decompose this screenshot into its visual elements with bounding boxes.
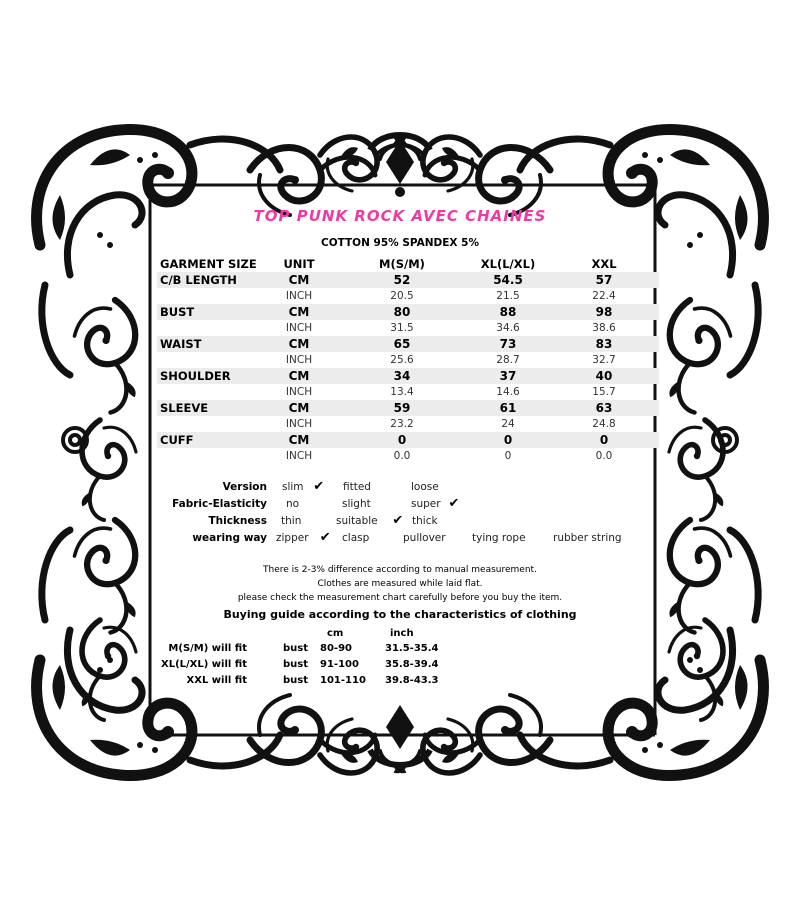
attribute-option: pullover xyxy=(403,532,446,544)
check-icon: ✔ xyxy=(313,479,325,494)
guide-cm-range: 80-90 xyxy=(320,643,352,654)
table-row xyxy=(157,336,659,352)
table-row xyxy=(157,448,659,464)
measurement-label: SLEEVE xyxy=(160,401,209,415)
header-size-xxl: XXL xyxy=(591,257,617,271)
guide-part: bust xyxy=(283,643,309,654)
value-cell: 34 xyxy=(393,369,411,383)
guide-part: bust xyxy=(283,659,309,670)
value-cell: 15.7 xyxy=(592,386,616,398)
buying-guide-title: Buying guide according to the characteristics of clothing xyxy=(223,608,577,621)
value-cell: 65 xyxy=(393,337,411,351)
product-title: TOP PUNK ROCK AVEC CHAINES xyxy=(253,207,547,225)
value-cell: 98 xyxy=(595,305,613,319)
value-cell: 52 xyxy=(393,273,411,287)
guide-part: bust xyxy=(283,675,309,686)
value-cell: 80 xyxy=(393,305,411,319)
guide-size-label: XL(L/XL) will fit xyxy=(160,659,247,670)
value-cell: 63 xyxy=(595,401,613,415)
value-cell: 38.6 xyxy=(592,322,616,334)
guide-cm-range: 91-100 xyxy=(320,659,359,670)
value-cell: 24 xyxy=(501,418,515,430)
value-cell: 22.4 xyxy=(592,290,616,302)
guide-inch-range: 35.8-39.4 xyxy=(385,659,439,670)
unit-cell: INCH xyxy=(285,450,313,462)
measurement-label: WAIST xyxy=(160,337,202,351)
check-icon: ✔ xyxy=(448,496,460,511)
guide-inch-range: 39.8-43.3 xyxy=(385,675,439,686)
value-cell: 88 xyxy=(499,305,517,319)
attribute-option: no xyxy=(286,498,300,510)
attribute-option: clasp xyxy=(342,532,370,544)
table-row xyxy=(157,384,659,400)
attribute-option: tying rope xyxy=(472,532,526,544)
attribute-option: thick xyxy=(412,515,438,527)
table-row xyxy=(157,416,659,432)
attribute-option: suitable xyxy=(336,515,378,527)
value-cell: 23.2 xyxy=(390,418,414,430)
attribute-option: thin xyxy=(281,515,302,527)
note-measurement-difference: There is 2-3% difference according to manual measurement. xyxy=(263,565,537,575)
unit-cell: CM xyxy=(288,433,310,447)
measurement-label: C/B LENGTH xyxy=(160,273,237,287)
value-cell: 25.6 xyxy=(390,354,414,366)
measurement-label: BUST xyxy=(160,305,195,319)
table-row xyxy=(157,272,659,288)
unit-cell: CM xyxy=(288,401,310,415)
value-cell: 0 xyxy=(503,433,513,447)
unit-cell: INCH xyxy=(285,386,313,398)
unit-cell: CM xyxy=(288,273,310,287)
attribute-label: Fabric-Elasticity xyxy=(172,498,267,510)
table-header-row xyxy=(157,256,659,272)
attribute-option: slim xyxy=(282,481,304,493)
value-cell: 0 xyxy=(599,433,609,447)
table-body xyxy=(157,272,659,464)
value-cell: 54.5 xyxy=(493,273,523,287)
table-row xyxy=(157,304,659,320)
header-unit: UNIT xyxy=(283,257,315,271)
value-cell: 0 xyxy=(397,433,407,447)
table-row xyxy=(157,352,659,368)
header-size-m: M(S/M) xyxy=(379,257,425,271)
measurement-label: CUFF xyxy=(160,433,194,447)
value-cell: 83 xyxy=(595,337,613,351)
value-cell: 37 xyxy=(499,369,517,383)
unit-cell: CM xyxy=(288,305,310,319)
table-row xyxy=(157,320,659,336)
attribute-label: Thickness xyxy=(208,515,267,527)
value-cell: 0 xyxy=(504,450,512,462)
attribute-label: Version xyxy=(222,481,267,493)
attribute-option: loose xyxy=(411,481,439,493)
check-icon: ✔ xyxy=(392,513,404,528)
value-cell: 0.0 xyxy=(393,450,411,462)
table-row xyxy=(157,400,659,416)
unit-cell: INCH xyxy=(285,290,313,302)
value-cell: 61 xyxy=(499,401,517,415)
header-size-xl: XL(L/XL) xyxy=(480,257,536,271)
unit-cell: INCH xyxy=(285,418,313,430)
unit-cell: CM xyxy=(288,337,310,351)
value-cell: 32.7 xyxy=(592,354,616,366)
value-cell: 13.4 xyxy=(390,386,414,398)
unit-cell: INCH xyxy=(285,322,313,334)
value-cell: 28.7 xyxy=(496,354,520,366)
guide-size-label: XXL will fit xyxy=(186,675,247,686)
value-cell: 59 xyxy=(393,401,411,415)
value-cell: 57 xyxy=(595,273,613,287)
size-table xyxy=(157,256,659,464)
guide-size-label: M(S/M) will fit xyxy=(168,643,247,654)
table-row xyxy=(157,432,659,448)
table-row xyxy=(157,368,659,384)
value-cell: 20.5 xyxy=(390,290,414,302)
attribute-option: fitted xyxy=(343,481,371,493)
guide-col-inch: inch xyxy=(390,628,414,639)
note-check-chart: please check the measurement chart carefully before you buy the item. xyxy=(237,593,563,603)
guide-cm-range: 101-110 xyxy=(320,675,366,686)
guide-inch-range: 31.5-35.4 xyxy=(385,643,439,654)
unit-cell: CM xyxy=(288,369,310,383)
fabric-composition: COTTON 95% SPANDEX 5% xyxy=(320,237,480,249)
attribute-option: slight xyxy=(342,498,371,510)
value-cell: 0.0 xyxy=(595,450,613,462)
value-cell: 34.6 xyxy=(496,322,520,334)
value-cell: 14.6 xyxy=(496,386,520,398)
value-cell: 73 xyxy=(499,337,517,351)
attribute-label: wearing way xyxy=(192,532,267,544)
note-laid-flat: Clothes are measured while laid flat. xyxy=(317,579,483,589)
unit-cell: INCH xyxy=(285,354,313,366)
guide-col-cm: cm xyxy=(327,628,344,639)
attribute-option: rubber string xyxy=(553,532,622,544)
header-garment-size: GARMENT SIZE xyxy=(160,257,257,271)
value-cell: 31.5 xyxy=(390,322,414,334)
attribute-option: zipper xyxy=(276,532,309,544)
table-row xyxy=(157,288,659,304)
value-cell: 21.5 xyxy=(496,290,520,302)
value-cell: 40 xyxy=(595,369,613,383)
check-icon: ✔ xyxy=(319,530,331,545)
measurement-label: SHOULDER xyxy=(160,369,231,383)
attribute-option: super xyxy=(411,498,441,510)
value-cell: 24.8 xyxy=(592,418,616,430)
